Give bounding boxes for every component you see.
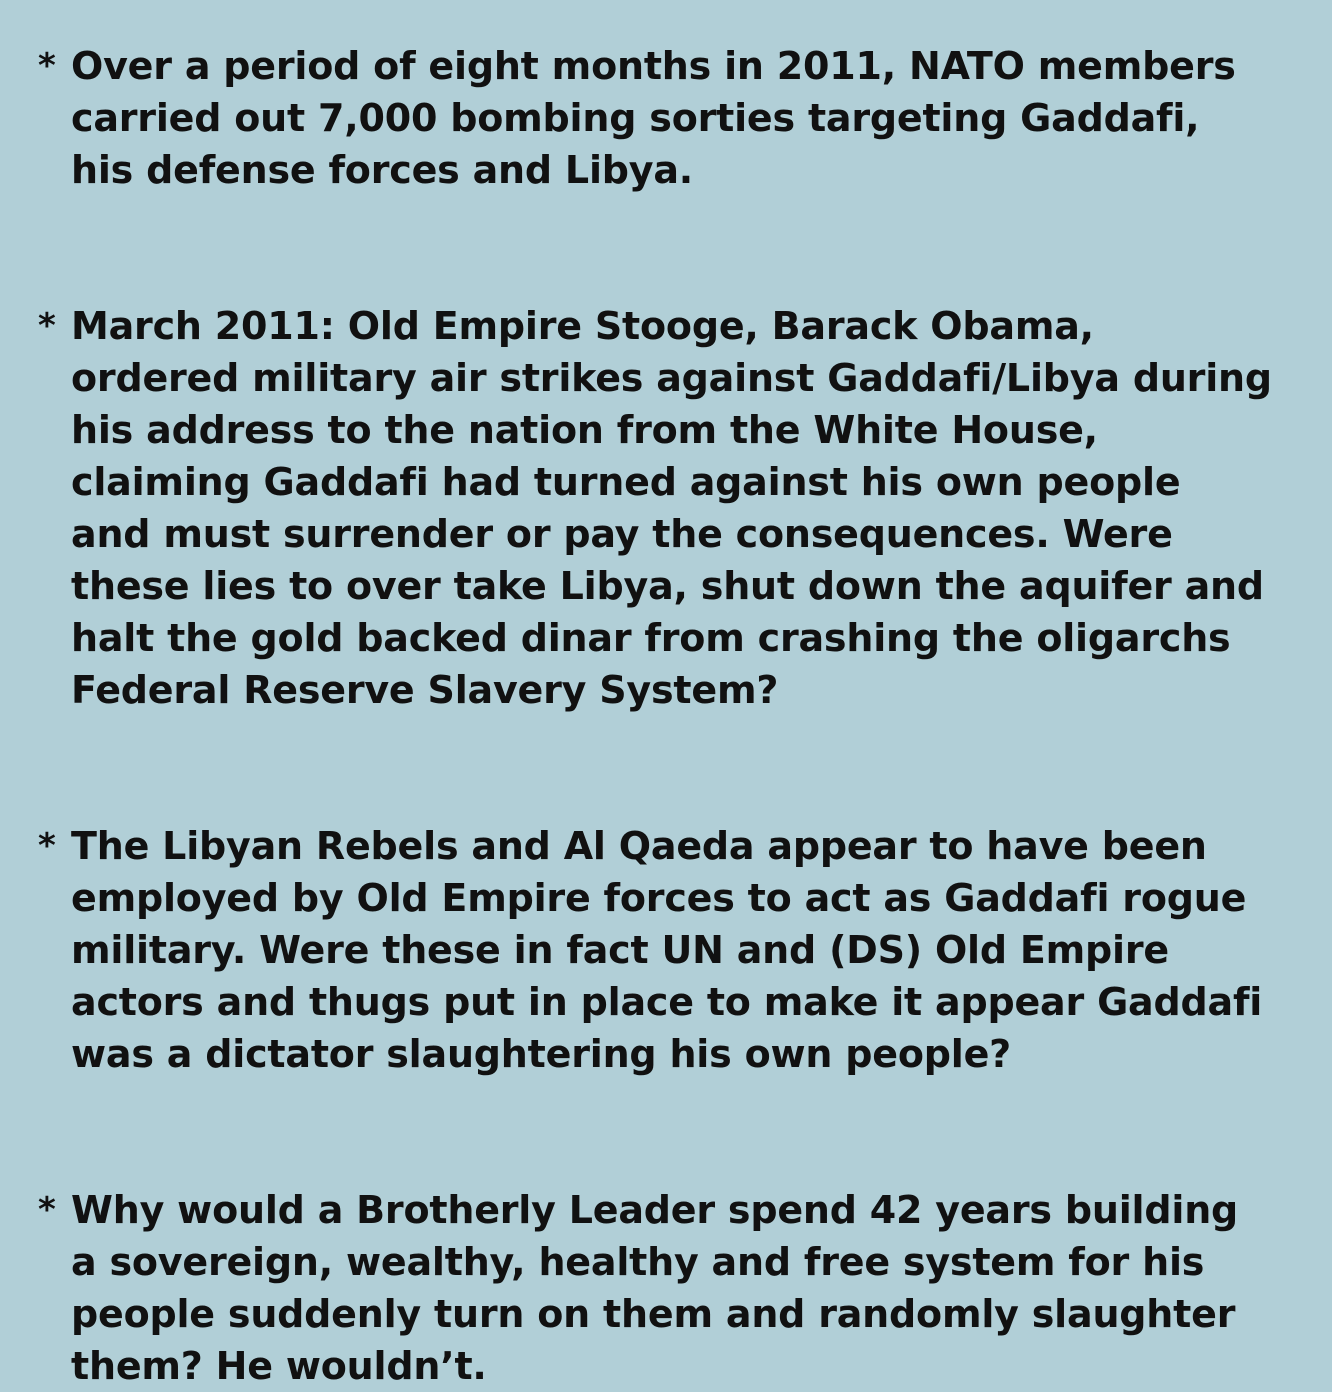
bullet-item-3 [38, 820, 1272, 1080]
bullet-text: The Libyan Rebels and Al Qaeda appear to have been employed by Old Empire forces to act as Gaddafi rogue military. Were these in fact UN and (DS) Old Empire actors and thugs put in place to make it appear Gaddafi was a dictator slaughtering his own people? [71, 824, 1263, 1076]
bullet-text: Over a period of eight months in 2011, NATO members carried out 7,000 bombing sorties targeting Gaddafi, his defense forces and Libya. [71, 44, 1236, 192]
bullet-item-1 [38, 40, 1272, 196]
bullet-marker: * [38, 826, 56, 866]
bullet-item-4 [38, 1184, 1272, 1392]
bullet-marker: * [38, 306, 56, 346]
bullet-list [38, 40, 1272, 1392]
bullet-item-2 [38, 300, 1272, 716]
bullet-marker: * [38, 46, 56, 86]
bullet-text: Why would a Brotherly Leader spend 42 years building a sovereign, wealthy, healthy and free system for his people suddenly turn on them and randomly slaughter them? He wouldn’t. [71, 1188, 1239, 1388]
bullet-marker: * [38, 1190, 56, 1230]
bullet-text: March 2011: Old Empire Stooge, Barack Obama, ordered military air strikes against Gaddafi/Libya during his address to the nation from the White House, claiming Gaddafi had turned against his own people and must surrender or pay the consequences. Were these lies to over take Libya, shut down the aquifer and halt the gold backed dinar from crashing the oligarchs Federal Reserve Slavery System? [71, 304, 1272, 712]
